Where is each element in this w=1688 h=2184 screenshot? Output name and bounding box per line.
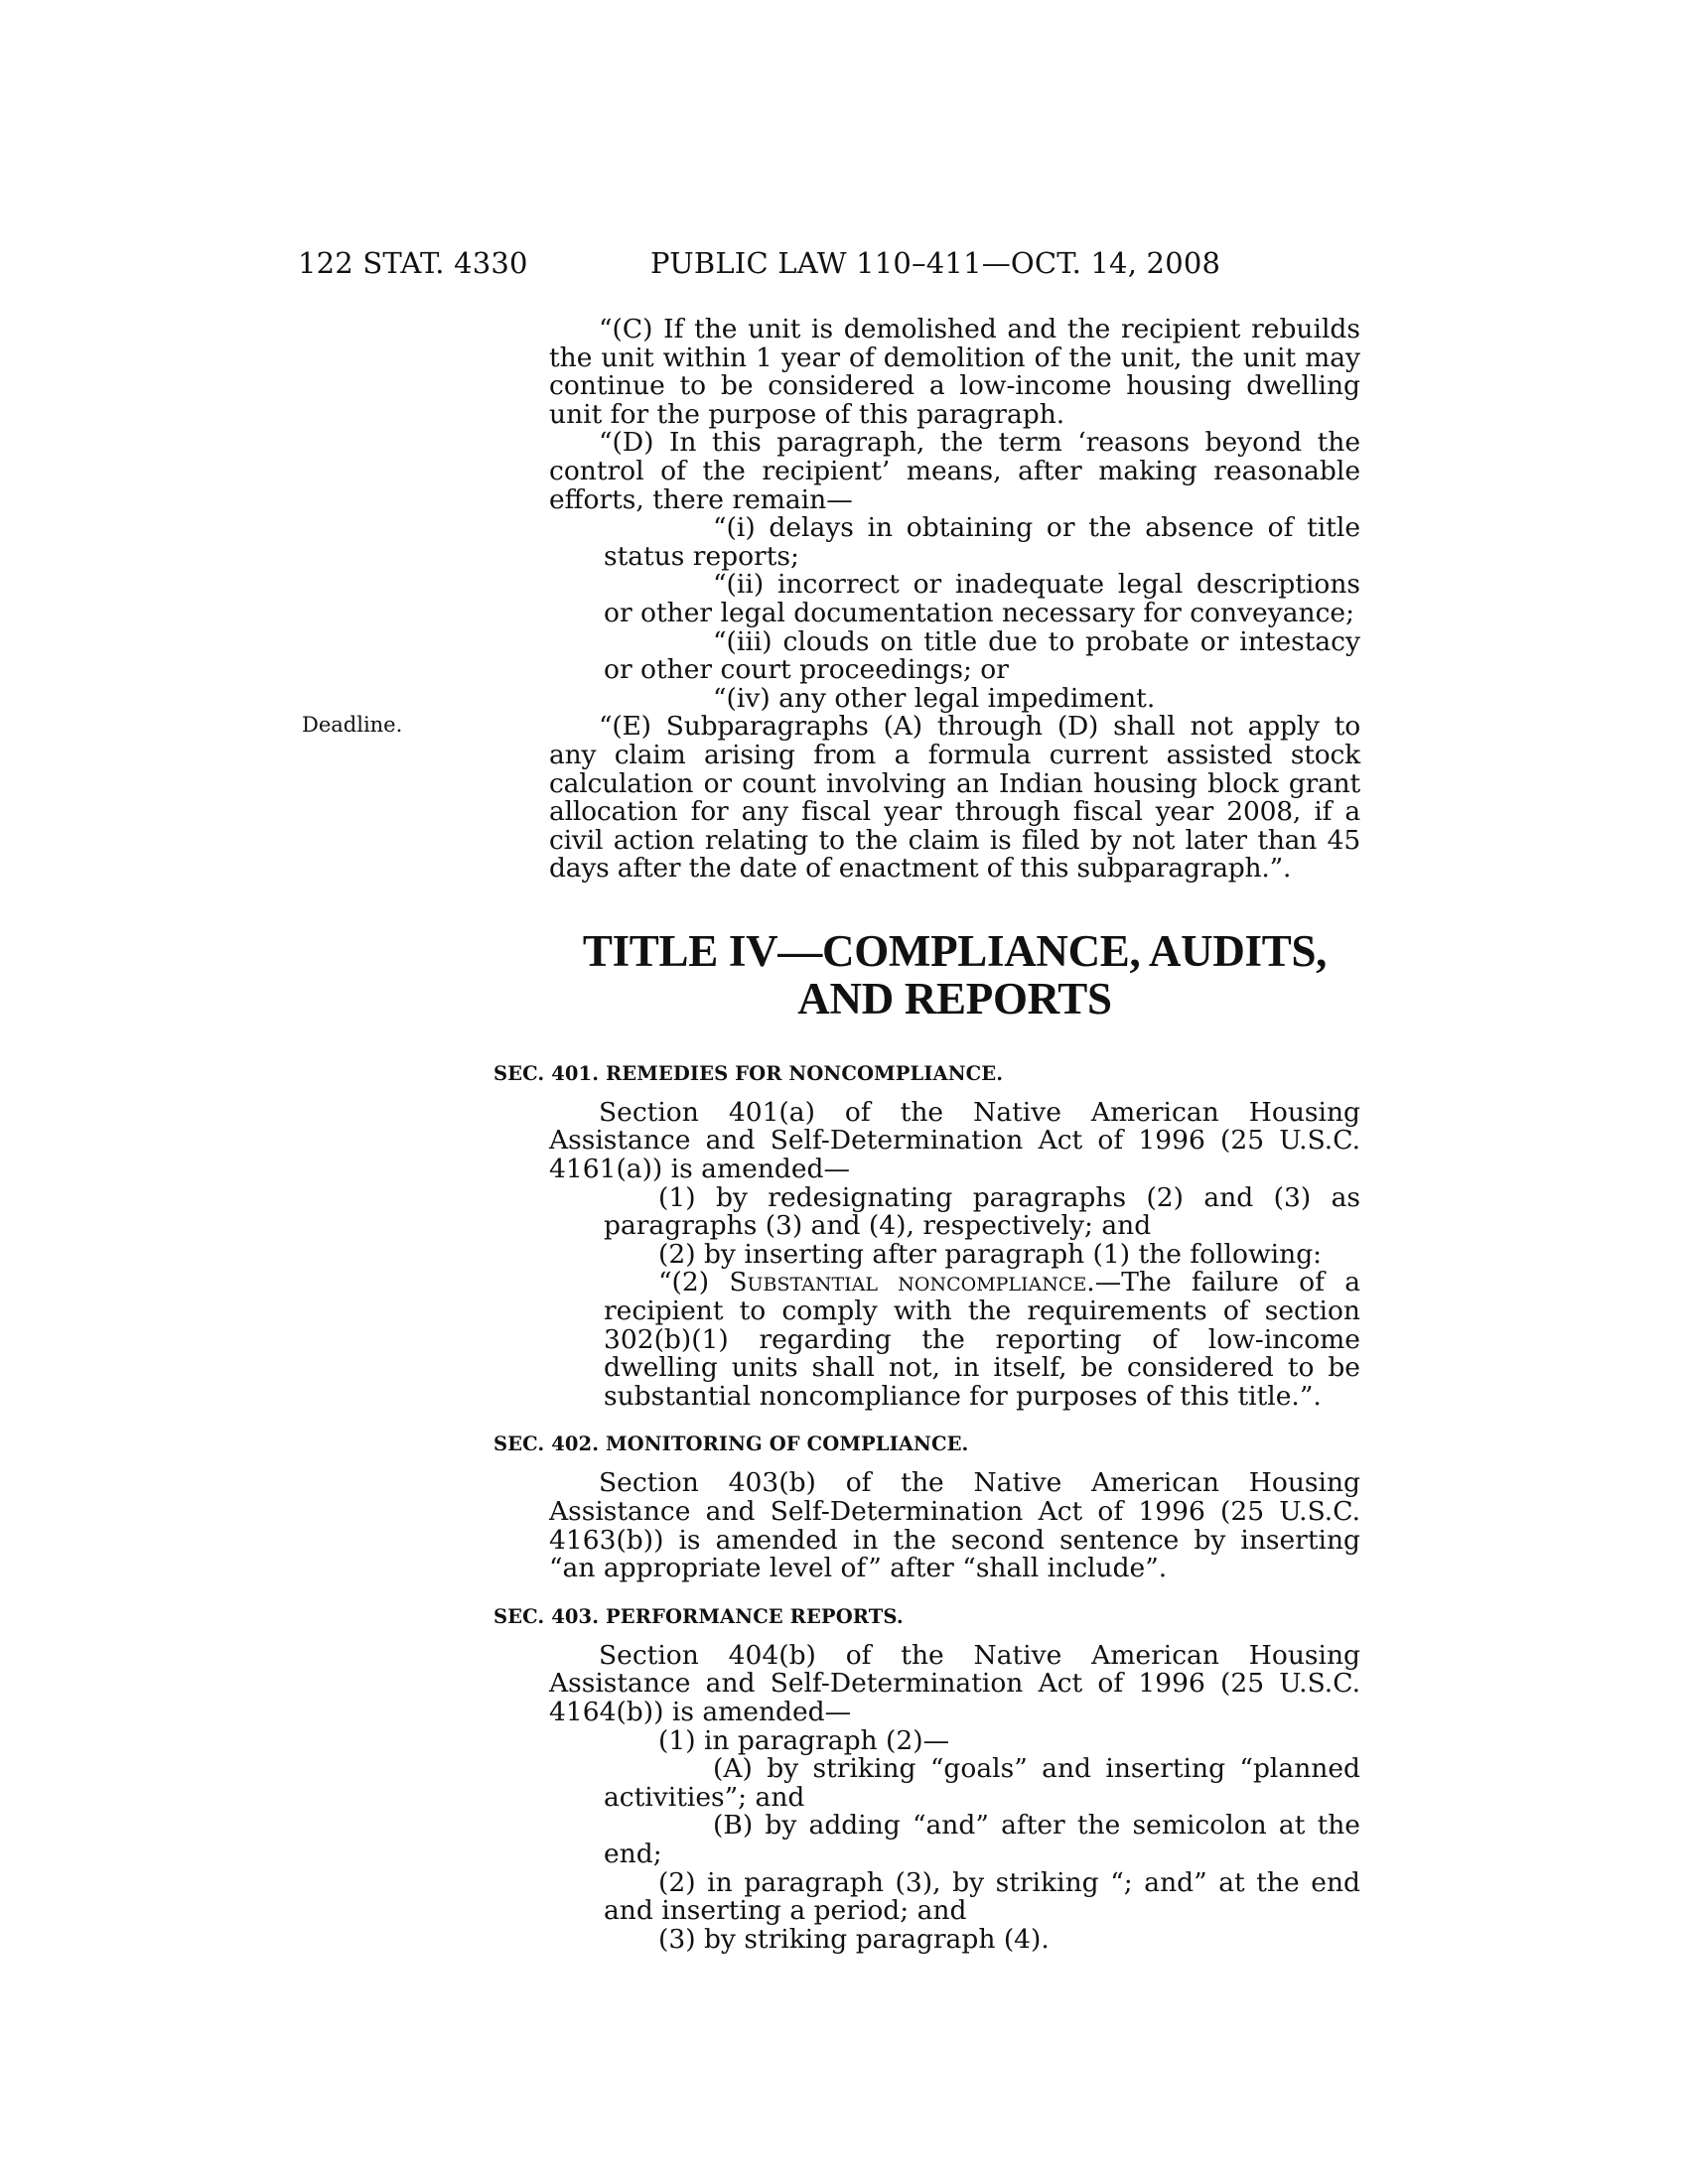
subparagraph-e: “(E) Subparagraphs (A) through (D) shall not apply to any claim arising from a formula current assisted stock calculation or count involving an Indian housing block grant allocation for any fiscal year through fiscal year 2008, if a civil action relating to the claim is filed by not later than 45 days after the date of enactment of this subparagraph.”. bbox=[549, 711, 1360, 885]
clause-ii: “(ii) incorrect or inadequate legal descriptions or other legal documentation necessary for conveyance; bbox=[604, 569, 1360, 628]
section-401-heading: SEC. 401. REMEDIES FOR NONCOMPLIANCE. bbox=[493, 1061, 1004, 1085]
section-402-heading: SEC. 402. MONITORING OF COMPLIANCE. bbox=[493, 1433, 969, 1456]
running-header bbox=[298, 246, 1390, 286]
stat-page-number: 122 STAT. 4330 bbox=[298, 246, 528, 280]
title-heading: TITLE IV—COMPLIANCE, AUDITS, AND REPORTS bbox=[582, 925, 1328, 1024]
margin-note-deadline: Deadline. bbox=[302, 713, 403, 737]
document-body bbox=[493, 314, 1361, 1955]
section-401-intro: Section 401(a) of the Native American Housing Assistance and Self-Determination Act of 1996 (25 U.S.C. 4161(a)) is amended— bbox=[549, 1096, 1360, 1185]
section-401-item-2: (2) by inserting after paragraph (1) the following: bbox=[658, 1238, 1323, 1270]
subparagraph-c: “(C) If the unit is demolished and the recipient rebuilds the unit within 1 year of demolition of the unit, the unit may continue to be considered a low-income housing dwelling unit for the purpose of this paragraph. bbox=[549, 314, 1360, 430]
quoted-paragraph-text: —The failure of a recipient to comply with the requirements of section 302(b)(1) regarding the reporting of low-income dwelling units shall not, in itself, be considered to be substantial noncompliance for purposes of this title.”. bbox=[604, 1267, 1361, 1412]
section-401-item-1: (1) by redesignating paragraphs (2) and (3) as paragraphs (3) and (4), respectively; and bbox=[604, 1181, 1360, 1242]
section-403-intro: Section 404(b) of the Native American Housing Assistance and Self-Determination Act of 1996 (25 U.S.C. 4164(b)) is amended— bbox=[549, 1639, 1360, 1727]
section-403-item-1a: (A) by striking “goals” and inserting “planned activities”; and bbox=[604, 1753, 1360, 1813]
section-403-item-2: (2) in paragraph (3), by striking “; and” at the end and inserting a period; and bbox=[604, 1866, 1360, 1927]
public-law-citation: PUBLIC LAW 110–411—OCT. 14, 2008 bbox=[650, 246, 1221, 280]
section-403-heading: SEC. 403. PERFORMANCE REPORTS. bbox=[493, 1604, 904, 1628]
section-401-quoted-paragraph bbox=[549, 1269, 1360, 1411]
section-403-item-3: (3) by striking paragraph (4). bbox=[658, 1923, 1050, 1955]
section-403-item-1: (1) in paragraph (2)— bbox=[658, 1724, 950, 1756]
clause-iii: “(iii) clouds on title due to probate or intestacy or other court proceedings; or bbox=[604, 625, 1360, 686]
quoted-paragraph-label: “(2) Substantial noncompliance. bbox=[658, 1267, 1095, 1298]
clause-i: “(i) delays in obtaining or the absence of title status reports; bbox=[604, 512, 1360, 572]
subparagraph-d: “(D) In this paragraph, the term ‘reasons beyond the control of the recipient’ means, after making reasonable efforts, there remain— bbox=[549, 427, 1360, 515]
section-402-text: Section 403(b) of the Native American Housing Assistance and Self-Determination Act of 1996 (25 U.S.C. 4163(b)) is amended in the second sentence by inserting “an appropriate level of” after “shall include”. bbox=[549, 1467, 1360, 1584]
section-403-item-1b: (B) by adding “and” after the semicolon at the end; bbox=[604, 1810, 1360, 1869]
clause-iv: “(iv) any other legal impediment. bbox=[713, 682, 1156, 714]
